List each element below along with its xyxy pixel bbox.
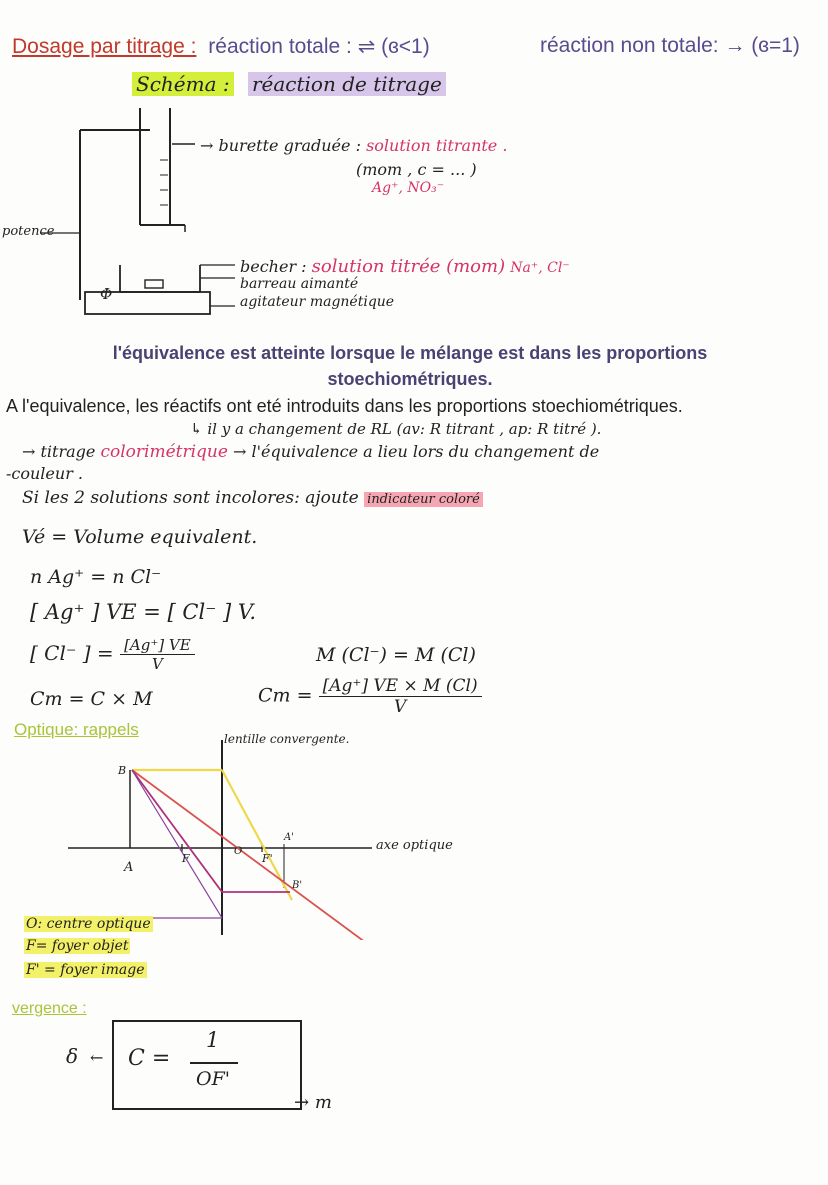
delta-symbol: δ bbox=[66, 1044, 79, 1068]
equation-5: M (Cl⁻) = M (Cl) bbox=[316, 644, 476, 666]
legend-o: O: centre optique bbox=[26, 916, 151, 932]
vergence-num: 1 bbox=[206, 1028, 220, 1052]
schema-subtitle: réaction de titrage bbox=[248, 72, 446, 96]
indicateur-colore: indicateur coloré bbox=[364, 492, 483, 507]
burette-conc: (mom , c = ... ) bbox=[356, 160, 477, 179]
eq3-num: [Ag⁺] VE bbox=[120, 636, 195, 655]
eq3-left: [ Cl⁻ ] = bbox=[30, 641, 114, 665]
vergence-formula-box bbox=[112, 1020, 302, 1110]
c-equals: C = bbox=[128, 1046, 171, 1071]
label-Ap: A' bbox=[284, 832, 294, 843]
label-Bp: B' bbox=[292, 880, 303, 891]
optique-title: Optique: rappels bbox=[14, 720, 139, 739]
header-line bbox=[12, 34, 430, 59]
eq6-left: Cm = bbox=[258, 684, 313, 707]
legend-f: F= foyer objet bbox=[26, 938, 129, 954]
label-B: B bbox=[118, 764, 127, 777]
eq3-den: V bbox=[151, 655, 163, 673]
burette-label: burette graduée : bbox=[218, 136, 361, 155]
eq6-den: V bbox=[393, 697, 407, 717]
label-Fp: F' bbox=[262, 852, 273, 865]
equivalence-typed: A l'equivalence, les réactifs ont eté introduits dans les proportions stoechiométriques. bbox=[6, 396, 683, 416]
titrage-prefix: → titrage bbox=[22, 442, 96, 461]
reaction-totale: réaction totale : ⇌ (ɞ<1) bbox=[208, 35, 430, 58]
equation-3 bbox=[30, 636, 195, 673]
legend-fp: F' = foyer image bbox=[26, 962, 145, 978]
vergence-den: OF' bbox=[196, 1068, 230, 1090]
couleur: -couleur . bbox=[6, 464, 84, 483]
legend-fp-row bbox=[24, 962, 147, 978]
fraction-bar bbox=[190, 1062, 238, 1064]
becher-row bbox=[240, 256, 570, 277]
reaction-non-totale: réaction non totale: → (ɞ=1) bbox=[540, 34, 800, 57]
note-changement: ↳ il y a changement de RL (av: R titrant , ap: R titré ). bbox=[190, 420, 602, 438]
titrage-suffix: → l'équivalence a lieu lors du changement de bbox=[233, 442, 600, 461]
equivalence-statement: l'équivalence est atteinte lorsque le mélange est dans les proportions stoechiométriques. bbox=[112, 343, 708, 389]
solution-titree: solution titrée (mom) bbox=[311, 256, 506, 277]
agitateur-symbol: Φ bbox=[100, 285, 113, 303]
colorimetrique: colorimétrique bbox=[100, 442, 228, 462]
vergence-unit: m bbox=[314, 1092, 332, 1113]
label-F: F bbox=[182, 852, 190, 865]
equation-2: [ Ag⁺ ] VE = [ Cl⁻ ] V. bbox=[30, 600, 256, 624]
page-title: Dosage par titrage : bbox=[12, 35, 197, 58]
incolores: Si les 2 solutions sont incolores: ajoute bbox=[22, 488, 359, 508]
unit-row: → m bbox=[294, 1092, 332, 1113]
potence-label: potence bbox=[2, 224, 55, 239]
lentille-label: lentille convergente. bbox=[224, 732, 350, 746]
eq6-num: [Ag⁺] VE × M (Cl) bbox=[319, 676, 482, 697]
schema-label-row bbox=[132, 72, 446, 96]
legend-f-row bbox=[24, 938, 130, 954]
schema-label: Schéma : bbox=[132, 72, 234, 96]
ve-definition: Vé = Volume equivalent. bbox=[22, 526, 258, 548]
vergence-title: vergence : bbox=[12, 1000, 87, 1017]
burette-ions: Ag⁺, NO₃⁻ bbox=[372, 180, 445, 196]
equation-6 bbox=[258, 676, 482, 717]
solution-titrante: solution titrante . bbox=[366, 136, 508, 155]
agitateur-label: agitateur magnétique bbox=[240, 294, 395, 310]
legend-o-row bbox=[24, 916, 153, 932]
label-O: O bbox=[234, 846, 243, 857]
becher-label: becher : bbox=[240, 257, 307, 276]
burette-row: → burette graduée : solution titrante . bbox=[200, 136, 508, 155]
label-A: A bbox=[124, 860, 134, 875]
axe-optique-label: axe optique bbox=[376, 838, 453, 853]
incolores-row bbox=[22, 488, 483, 508]
becher-ions: Na⁺, Cl⁻ bbox=[510, 260, 570, 276]
eq3-fraction bbox=[120, 636, 195, 673]
eq6-fraction bbox=[319, 676, 482, 717]
titrage-row bbox=[22, 442, 599, 462]
equation-1: n Ag⁺ = n Cl⁻ bbox=[30, 566, 162, 588]
equation-4: Cm = C × M bbox=[30, 688, 153, 710]
delta-arrow: ← bbox=[90, 1048, 104, 1067]
barreau-label: barreau aimanté bbox=[240, 276, 359, 292]
